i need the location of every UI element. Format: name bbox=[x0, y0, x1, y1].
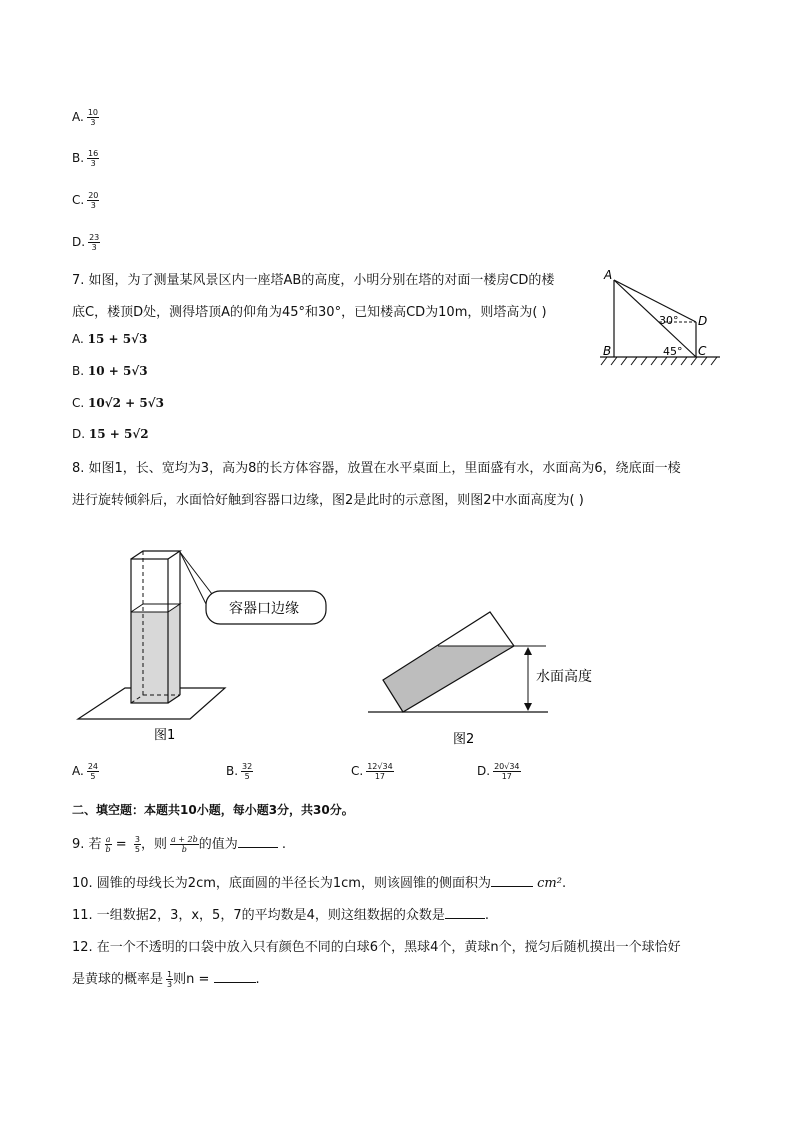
tilted-water bbox=[383, 646, 514, 712]
q6-option-b: B. $\frac{16}{3}$ bbox=[72, 149, 99, 168]
q8-option-a: A. $\frac{24}{5}$ bbox=[72, 762, 98, 781]
q7-line-2: 底C，楼顶D处，测得塔顶A的仰角为45°和30°，已知楼高CD为10m，则塔高为( ) bbox=[72, 305, 547, 320]
callout-leader-2 bbox=[180, 552, 207, 606]
q12-answer-blank bbox=[214, 970, 256, 983]
height-label: 水面高度 bbox=[536, 669, 592, 685]
figure-1-caption: 图1 bbox=[154, 728, 176, 743]
q6-option-d: D. $\frac{23}{3}$ bbox=[72, 233, 100, 252]
q6-option-c: C. $\frac{20}{3}$ bbox=[72, 191, 99, 210]
q9-answer-blank bbox=[238, 835, 278, 848]
q8-figure-1 bbox=[70, 540, 340, 750]
section-2-heading: 二、填空题：本题共10小题，每小题3分，共30分。 bbox=[72, 803, 354, 817]
q8-figure-2 bbox=[360, 600, 610, 750]
q8-option-c: C. $\frac{12√34}{17}$ bbox=[351, 762, 393, 781]
q7-line-1: 7. 如图，为了测量某风景区内一座塔AB的高度，小明分别在塔的对面一楼房CD的楼 bbox=[72, 273, 555, 288]
q9: 9. 若 $\frac{a}{b}$ = $\frac{3}{5}$ ，则 $\frac{a + 2b}{b}$ 的值为 . bbox=[72, 835, 287, 854]
q7-figure bbox=[595, 266, 725, 372]
angle-45: 45° bbox=[663, 345, 683, 358]
q7-option-a: A. 15 + 5√3 bbox=[72, 332, 148, 346]
q11-answer-blank bbox=[445, 906, 485, 919]
callout-leader-1 bbox=[180, 552, 215, 598]
water-fill bbox=[131, 604, 180, 703]
q12-line-1: 12. 在一个不透明的口袋中放入只有颜色不同的白球6个，黑球4个，黄球n个，搅匀后随机摸出一个球恰好 bbox=[72, 940, 681, 955]
arrow-down-head bbox=[524, 703, 532, 711]
angle-30: 30° bbox=[659, 314, 679, 327]
label-c: C bbox=[698, 344, 707, 358]
label-b: B bbox=[603, 344, 612, 358]
q8-option-b: B. $\frac{32}{5}$ bbox=[226, 762, 253, 781]
label-d: D bbox=[698, 314, 708, 328]
sight-line-d bbox=[614, 280, 696, 322]
q8-line-2: 进行旋转倾斜后，水面恰好触到容器口边缘，图2是此时的示意图，则图2中水面高度为( ) bbox=[72, 493, 584, 508]
q10: 10. 圆锥的母线长为2cm，底面圆的半径长为1cm，则该圆锥的侧面积为 cm². bbox=[72, 876, 567, 891]
q12-line-2: 是黄球的概率是 $\frac{1}{3}$ 则n = . bbox=[72, 970, 260, 989]
callout-text: 容器口边缘 bbox=[229, 601, 299, 617]
q10-answer-blank bbox=[491, 874, 533, 887]
box-top bbox=[131, 551, 180, 559]
q7-option-c: C. 10√2 + 5√3 bbox=[72, 396, 164, 410]
q8-line-1: 8. 如图1，长、宽均为3，高为8的长方体容器，放置在水平桌面上，里面盛有水，水面高为6，绕底面一棱 bbox=[72, 461, 681, 476]
sight-line-c bbox=[614, 280, 696, 357]
q6-option-a: A. $\frac{10}{3}$ bbox=[72, 108, 98, 127]
q7-option-b: B. 10 + 5√3 bbox=[72, 364, 148, 378]
ground-hatching bbox=[601, 357, 717, 365]
label-a: A bbox=[604, 268, 613, 282]
q8-option-d: D. $\frac{20√34}{17}$ bbox=[477, 762, 520, 781]
q11: 11. 一组数据2，3，x，5，7的平均数是4，则这组数据的众数是 . bbox=[72, 908, 489, 923]
q7-option-d: D. 15 + 5√2 bbox=[72, 427, 149, 441]
figure-2-caption: 图2 bbox=[453, 732, 475, 747]
arrow-up-head bbox=[524, 647, 532, 655]
